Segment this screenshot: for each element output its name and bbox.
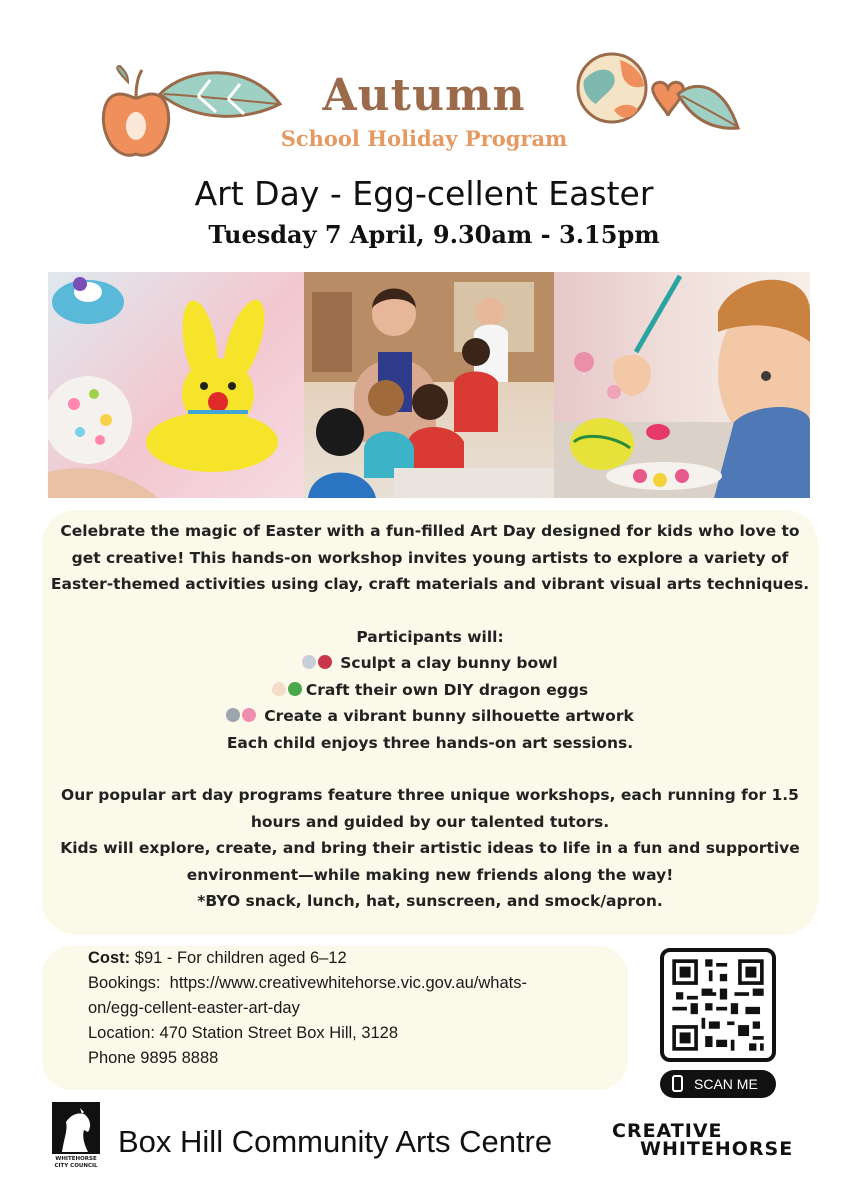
tulip-icon — [242, 708, 256, 722]
creative-whitehorse-logo: CREATIVE — [612, 1120, 723, 1142]
whitehorse-council-logo — [52, 1102, 100, 1162]
bowl-icon — [318, 655, 332, 669]
event-title: Art Day - Egg-cellent Easter — [194, 174, 654, 213]
info-panel — [42, 946, 628, 1090]
qr-code-pattern — [664, 952, 772, 1058]
detail-line: Kids will explore, create, and bring their artistic ideas to life in a fun and supportive — [60, 839, 800, 857]
rabbit-icon — [226, 708, 240, 722]
activity-item: Craft their own DIY dragon eggs — [42, 677, 818, 704]
egg-painting-photo — [554, 272, 810, 498]
sessions-note: Each child enjoys three hands-on art sessions. — [226, 733, 634, 752]
bookings-link-cont[interactable]: on/egg-cellent-easter-art-day — [88, 999, 300, 1017]
bookings-line: Bookings: https://www.creativewhitehorse.vic.gov.au/whats- — [88, 974, 527, 992]
scan-me-button[interactable] — [660, 1070, 776, 1098]
phone-icon — [672, 1075, 683, 1092]
photo-strip — [48, 272, 810, 498]
description-panel — [42, 510, 818, 935]
location-line: Location: 470 Station Street Box Hill, 3128 — [88, 1024, 399, 1042]
info-text — [88, 946, 608, 1071]
egg-icon — [272, 682, 286, 696]
dragon-icon — [288, 682, 302, 696]
rabbit-icon — [302, 655, 316, 669]
detail-line: environment—while making new friends along the way! — [186, 865, 674, 884]
creative-whitehorse-logo-line2: WHITEHORSE — [640, 1138, 794, 1160]
intro-line: get creative! This hands-on workshop invites young artists to explore a variety of — [71, 548, 789, 567]
scan-me-label: SCAN ME — [694, 1076, 758, 1092]
qr-code[interactable] — [660, 948, 776, 1062]
detail-line: hours and guided by our talented tutors. — [250, 812, 610, 831]
intro-line: Celebrate the magic of Easter with a fun-filled Art Day designed for kids who love to — [60, 522, 800, 540]
bunny-craft-photo — [48, 272, 304, 498]
activity-item: Sculpt a clay bunny bowl — [42, 650, 818, 677]
cost-line: Cost: $91 - For children aged 6–12 — [88, 949, 347, 967]
program-title: Autumn — [322, 70, 526, 121]
detail-line: Our popular art day programs feature three unique workshops, each running for 1.5 — [61, 786, 799, 804]
venue-name: Box Hill Community Arts Centre — [118, 1124, 553, 1159]
intro-line: Easter-themed activities using clay, craft materials and vibrant visual arts techniques. — [50, 575, 810, 593]
workshop-class-photo — [304, 272, 554, 498]
activity-item: Create a vibrant bunny silhouette artwork — [42, 703, 818, 730]
participants-heading: Participants will: — [356, 627, 504, 646]
council-name: WHITEHORSE CITY COUNCIL — [54, 1156, 98, 1169]
bookings-link[interactable]: https://www.creativewhitehorse.vic.gov.au/whats- — [169, 974, 527, 992]
phone-line: Phone 9895 8888 — [88, 1049, 219, 1067]
event-date: Tuesday 7 April, 9.30am - 3.15pm — [208, 220, 660, 249]
detail-line: *BYO snack, lunch, hat, sunscreen, and smock/apron. — [197, 892, 663, 910]
description-text — [42, 518, 818, 915]
program-subtitle: School Holiday Program — [280, 126, 568, 151]
